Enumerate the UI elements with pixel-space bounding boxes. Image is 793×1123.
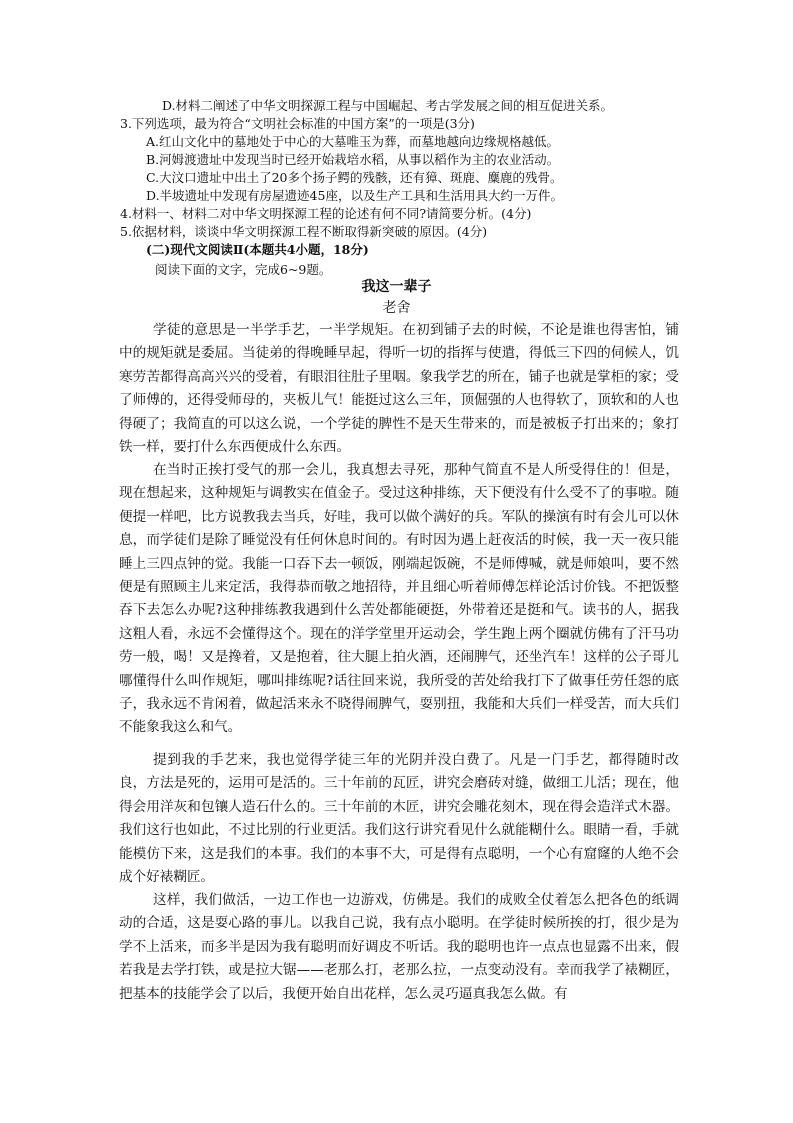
question-3-option-c: C.大汶口遗址中出土了20多个扬子鳄的残骸，还有獐、斑鹿、麋鹿的残骨。 bbox=[146, 170, 563, 185]
article-author: 老舍 bbox=[382, 300, 411, 316]
article-title: 我这一辈子 bbox=[361, 279, 432, 295]
article-paragraph-1: 学徒的意思是一半学手艺，一半学规矩。在初到铺子去的时候，不论是谁也得害怕，铺中的规矩就是委屈。当徒弟的得晚睡早起，得听一切的指挥与使遣，得低三下四的伺候人，饥寒劳苦都得高高兴兴的受着，有眼泪往肚子里咽。象我学艺的所在，铺子也就是掌柜的家；受了师傅的，还得受师母的，夹板儿气！能挺过这么三年，顶倔强的人也得软了，顶软和的人也得硬了；我简直的可以这么说，一个学徒的脾性不是天生带来的，而是被板子打出来的；象打铁一样，要打什么东西便成什么东西。 bbox=[119, 322, 679, 456]
question-3-option-a: A.红山文化中的墓地处于中心的大墓唯玉为葬，而墓地越向边缘规格越低。 bbox=[146, 134, 560, 149]
question-3-stem: 3.下列选项，最为符合“文明社会标准的中国方案”的一项是(3分) bbox=[120, 116, 475, 131]
question-2-option-d: D.材料二阐述了中华文明探源工程与中国崛起、考古学发展之间的相互促进关系。 bbox=[162, 98, 614, 113]
question-3-option-d: D.半坡遗址中发现有房屋遗迹45座，以及生产工具和生活用具大约一万件。 bbox=[146, 188, 563, 203]
section-instruction: 阅读下面的文字，完成6~9题。 bbox=[155, 262, 332, 277]
article-paragraph-3: 提到我的手艺来，我也觉得学徒三年的光阴并没白费了。凡是一门手艺，都得随时改良，方法是死的，运用可是活的。三十年前的瓦匠，讲究会磨砖对缝，做细工儿活；现在，他得会用洋灰和包镶人造石什么的。三十年前的木匠，讲究会雕花刻木，现在得会造洋式木器。我们这行也如此，不过比别的行业更活。我们这行讲究看见什么就能糊什么。眼睛一看，手就能模仿下来，这是我们的本事。我们的本事不大，可是得有点聪明，一个心有窟窿的人绝不会成个好裱糊匠。 bbox=[119, 752, 679, 886]
question-4: 4.材料一、材料二对中华文明探源工程的论述有何不同?请简要分析。(4分) bbox=[120, 206, 532, 221]
question-5: 5.依据材料，谈谈中华文明探源工程不断取得新突破的原因。(4分) bbox=[120, 224, 488, 239]
question-3-option-b: B.河姆渡遗址中发现当时已经开始栽培水稻，从事以稻作为主的农业活动。 bbox=[146, 152, 560, 167]
article-paragraph-4: 这样，我们做活，一边工作也一边游戏，仿佛是。我们的成败全仗着怎么把各色的纸调动的合适，这是耍心路的事儿。以我自己说，我有点小聪明。在学徒时候所挨的打，很少是为学不上活来，而多半是因为我有聪明而好调皮不听话。我的聪明也许一点点也显露不出来，假若我是去学打铁，或是拉大锯——老那么打，老那么拉，一点变动没有。幸而我学了裱糊匠，把基本的技能学会了以后，我便开始自出花样，怎么灵巧逼真我怎么做。有 bbox=[119, 892, 679, 1002]
article-paragraph-2: 在当时正挨打受气的那一会儿，我真想去寻死，那种气简直不是人所受得住的！但是，现在想起来，这种规矩与调教实在值金子。受过这种排练，天下便没有什么受不了的事啦。随便提一样吧，比方说教我去当兵，好哇，我可以做个满好的兵。军队的操演有时有会儿可以休息，而学徒们是除了睡觉没有任何休息时间的。有时因为遇上赶夜活的时候，我一天一夜只能睡上三四点钟的觉。我能一口吞下去一顿饭，刚端起饭碗，不是师傅喊，就是师娘叫，要不然便是有照顾主儿来定活，我得恭而敬之地招待，并且细心听着师傅怎样论活讨价钱。不把饭整吞下去怎么办呢?这种排练教我遇到什么苦处都能硬挺，外带着还是挺和气。读书的人，据我这粗人看，永远不会懂得这个。现在的洋学堂里开运动会，学生跑上两个圈就仿佛有了汗马功劳一般，喝！又是搀着，又是抱着，往大腿上拍火酒，还闹脾气，还坐汽车！这样的公子哥儿哪懂得什么叫作规矩，哪叫排练呢?话往回来说，我所受的苦处给我打下了做事任劳任怨的底子，我永远不肯闲着，做起活来永不晓得闹脾气，耍别扭，我能和大兵们一样受苦，而大兵们不能象我这么和气。 bbox=[119, 462, 679, 736]
section-heading: (二)现代文阅读Ⅱ(本题共4小题，18分) bbox=[146, 242, 369, 257]
